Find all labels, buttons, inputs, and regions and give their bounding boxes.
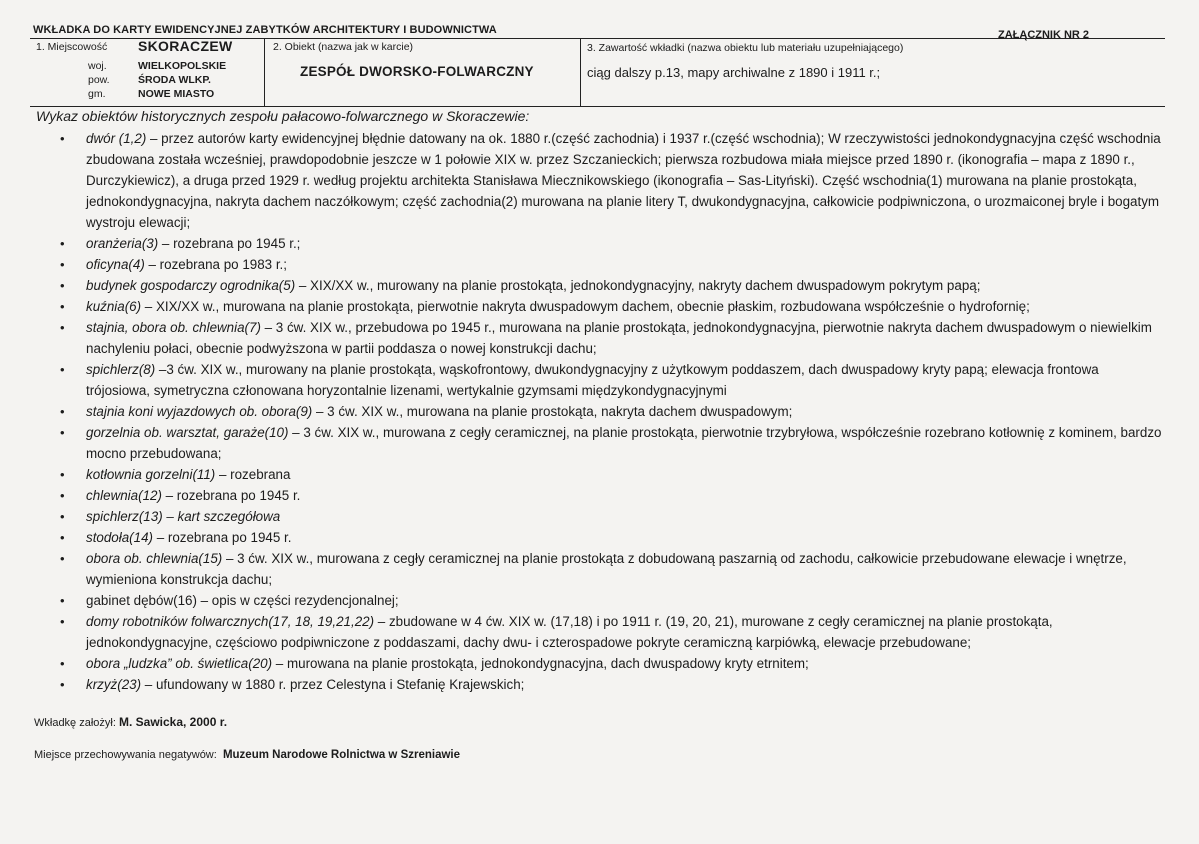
item-text: – rozebrana po 1945 r. xyxy=(161,488,301,503)
item-text: – XIX/XX w., murowany na planie prostokąta, jednokondygnacyjny, nakryty dachem dwuspadowym pokrytym papą; xyxy=(295,278,981,293)
list-item xyxy=(0,317,1199,359)
list-item xyxy=(0,611,1199,653)
item-text: – 3 ćw. XIX w., murowana na planie prostokąta, nakryta dachem dwuspadowym; xyxy=(312,404,793,419)
content-value: ciąg dalszy p.13, mapy archiwalne z 1890 i 1911 r.; xyxy=(587,65,881,80)
list-item xyxy=(0,653,1199,674)
item-text: – murowana na planie prostokąta, jednokondygnacyjna, dach dwuspadowy kryty etrnitem; xyxy=(272,656,809,671)
item-name: spichlerz(13) – kart szczegółowa xyxy=(86,509,281,524)
list-item xyxy=(0,590,1199,611)
bullet-icon: • xyxy=(60,299,65,314)
bullet-icon: • xyxy=(60,593,65,608)
storage-label: Miejsce przechowywania negatywów: xyxy=(34,749,217,761)
list-item xyxy=(0,527,1199,548)
item-text: – rozebrana xyxy=(215,467,291,482)
locality-label: 1. Miejscowość xyxy=(36,41,108,53)
header-rule-bottom xyxy=(30,106,1165,107)
item-name: krzyż(23) xyxy=(86,677,142,692)
list-item xyxy=(0,674,1199,695)
bullet-icon: • xyxy=(60,530,65,545)
list-item xyxy=(0,422,1199,464)
negatives-storage xyxy=(34,749,460,761)
item-text: –3 ćw. XIX w., murowany na planie prostokąta, wąskofrontowy, dwukondygnacyjny z użytkowym poddaszem, dach dwuspadowy kryty papą; elewacja frontowa trójosiowa, symetryczna członowana horyzontalnie lizenami, wertykalnie gzymsami międzykondygnacyjnymi xyxy=(86,362,1099,398)
item-name: chlewnia(12) xyxy=(86,488,162,503)
list-item xyxy=(0,464,1199,485)
item-text: – 3 ćw. XIX w., przebudowa po 1945 r., murowana na planie prostokąta, jednokondygnacyjna, pierwotnie nakryta dachem dwuspadowym o niewielkim nachyleniu połaci, obecnie podwyższona w partii poddasza o nowej konstrukcji dachu; xyxy=(86,320,1152,356)
bullet-icon: • xyxy=(60,509,65,524)
item-text: – 3 ćw. XIX w., murowana z cegły ceramicznej na planie prostokąta z dobudowaną paszarnią od zachodu, całkowicie przebudowane elewacje i wnętrze, wymieniona konstrukcja dachu; xyxy=(86,551,1127,587)
bullet-icon: • xyxy=(60,278,65,293)
founded-label: Wkładkę założył: xyxy=(34,717,116,729)
object-value: ZESPÓŁ DWORSKO-FOLWARCZNY xyxy=(300,64,534,79)
list-item xyxy=(0,401,1199,422)
storage-value: Muzeum Narodowe Rolnictwa w Szreniawie xyxy=(222,749,461,761)
bullet-icon: • xyxy=(60,425,65,440)
object-label: 2. Obiekt (nazwa jak w karcie) xyxy=(273,41,414,53)
bullet-icon: • xyxy=(60,320,65,335)
objects-list xyxy=(0,128,1199,695)
region-gm-label: gm. xyxy=(88,88,106,100)
item-name: oficyna(4) xyxy=(86,257,145,272)
item-name: stajnia koni wyjazdowych ob. obora(9) xyxy=(86,404,313,419)
locality-value: SKORACZEW xyxy=(138,38,233,54)
item-text: – zbudowane w 4 ćw. XIX w. (17,18) i po 1911 r. (19, 20, 21), murowane z cegły ceramicznej na planie prostokąta, jednokondygnacyjne, częściowo podpiwniczone z poddaszami, dachy dwu- i czterospadowe pokryte ceramiczną karpiówką, elewacje przebudowane; xyxy=(86,614,1053,650)
attachment-label: ZAŁĄCZNIK NR 2 xyxy=(998,29,1090,41)
item-name: kuźnia(6) xyxy=(86,299,142,314)
list-item xyxy=(0,128,1199,233)
list-item xyxy=(0,485,1199,506)
bullet-icon: • xyxy=(60,131,65,146)
item-text: – 3 ćw. XIX w., murowana z cegły ceramicznej, na planie prostokąta, pierwotnie trzybryłowa, współcześnie rozebrano kotłownię z kominem, bardzo mocno przebudowana; xyxy=(86,425,1162,461)
bullet-icon: • xyxy=(60,551,65,566)
region-woj-value: WIELKOPOLSKIE xyxy=(138,60,227,72)
column-divider-2 xyxy=(580,39,581,106)
item-name: dwór (1,2) xyxy=(86,131,147,146)
item-text: – XIX/XX w., murowana na planie prostokąta, pierwotnie nakryta dwuspadowym dachem, obecnie płaskim, rozbudowana współcześnie o hydrofornię; xyxy=(141,299,1030,314)
bullet-icon: • xyxy=(60,467,65,482)
item-name: spichlerz(8) xyxy=(86,362,156,377)
item-text: – rozebrana po 1945 r.; xyxy=(158,236,301,251)
item-text: – rozebrana po 1983 r.; xyxy=(144,257,287,272)
list-item xyxy=(0,548,1199,590)
bullet-icon: • xyxy=(60,404,65,419)
region-gm-value: NOWE MIASTO xyxy=(138,88,215,100)
bullet-icon: • xyxy=(60,257,65,272)
list-item xyxy=(0,275,1199,296)
founded-value: M. Sawicka, 2000 r. xyxy=(118,715,228,729)
item-name: stajnia, obora ob. chlewnia(7) xyxy=(86,320,261,335)
founded-by xyxy=(34,715,227,729)
bullet-icon: • xyxy=(60,656,65,671)
content-label: 3. Zawartość wkładki (nazwa obiektu lub materiału uzupełniającego) xyxy=(587,42,904,54)
document-title: WKŁADKA DO KARTY EWIDENCYJNEJ ZABYTKÓW ARCHITEKTURY I BUDOWNICTWA xyxy=(33,24,497,36)
item-text: – ufundowany w 1880 r. przez Celestyna i Stefanię Krajewskich; xyxy=(141,677,525,692)
item-name: budynek gospodarczy ogrodnika(5) xyxy=(86,278,296,293)
item-name: oranżeria(3) xyxy=(86,236,159,251)
item-name: obora ob. chlewnia(15) xyxy=(86,551,223,566)
item-text: – rozebrana po 1945 r. xyxy=(153,530,292,545)
bullet-icon: • xyxy=(60,362,65,377)
bullet-icon: • xyxy=(60,236,65,251)
list-item xyxy=(0,296,1199,317)
region-woj-label: woj. xyxy=(88,60,107,72)
item-name: kotłownia gorzelni(11) xyxy=(86,467,216,482)
list-item xyxy=(0,233,1199,254)
item-text: gabinet dębów(16) – opis w części rezydencjonalnej; xyxy=(86,593,399,608)
column-divider-1 xyxy=(264,39,265,106)
bullet-icon: • xyxy=(60,614,65,629)
region-pow-label: pow. xyxy=(88,74,110,86)
list-item xyxy=(0,359,1199,401)
bullet-icon: • xyxy=(60,488,65,503)
item-name: stodoła(14) xyxy=(86,530,153,545)
list-item xyxy=(0,506,1199,527)
bullet-icon: • xyxy=(60,677,65,692)
item-name: gorzelnia ob. warsztat, garaże(10) xyxy=(86,425,289,440)
region-pow-value: ŚRODA WLKP. xyxy=(138,74,211,86)
item-name: domy robotników folwarcznych(17, 18, 19,21,22) xyxy=(86,614,375,629)
item-text: – przez autorów karty ewidencyjnej błędnie datowany na ok. 1880 r.(część zachodnia) i 1937 r.(część wschodnia); W rzeczywistości jednokondygnacyjna część wschodnia zbudowana została wcześniej, prawdopodobnie jeszcze w 1 połowie XIX w. przez Szczanieckich; pierwsza rozbudowa miała miejsce przed 1890 r. (ikonografia – mapa z 1890 r., Durczykiewicz), a druga przed 1929 r. według projektu architekta Stanisława Miecznikowskiego (ikonografia – Sas-Lityński). Część wschodnia(1) murowana na planie prostokąta, jednokondygnacyjna, nakryta dachem naczółkowym; część zachodnia(2) murowana na planie litery T, dwukondygnacyjna, całkowicie podpiwniczona, o urozmaiconej bryle i bogatym wystroju elewacji; xyxy=(86,131,1161,230)
item-name: obora „ludzka” ob. świetlica(20) xyxy=(86,656,273,671)
list-item xyxy=(0,254,1199,275)
list-intro: Wykaz obiektów historycznych zespołu pałacowo-folwarcznego w Skoraczewie: xyxy=(36,108,530,124)
